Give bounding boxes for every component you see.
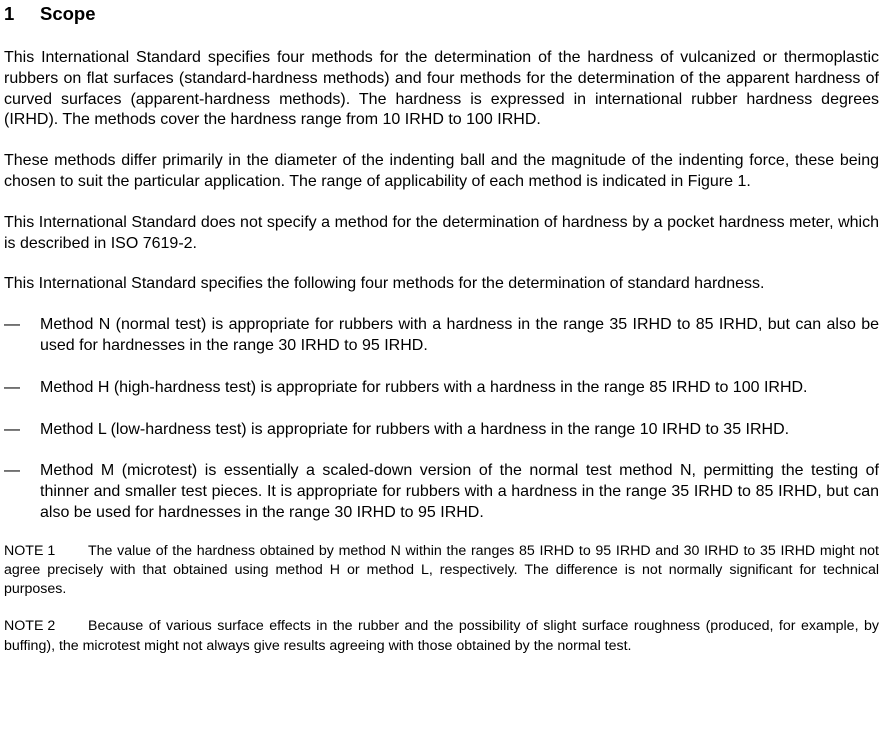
document-page xyxy=(4,0,879,656)
clause-heading xyxy=(4,0,879,28)
list-dash: — xyxy=(4,378,20,396)
scope-paragraph-2: These methods differ primarily in the diameter of the indenting ball and the magnitude of the indenting force, these being chosen to suit the particular application. The range of applicability of each method is indicated in Figure 1. xyxy=(4,152,879,190)
note-1-label: NOTE 1 xyxy=(4,542,56,559)
list-dash: — xyxy=(4,462,20,480)
list-dash: — xyxy=(4,420,20,438)
method-list-item-h xyxy=(4,378,879,399)
note-2 xyxy=(4,617,879,655)
method-n-text: Method N (normal test) is appropriate for rubbers with a hardness in the range 35 IRHD to 85 IRHD, but can also be used for hardnesses in the range 30 IRHD to 95 IRHD. xyxy=(40,316,879,354)
method-l-text: Method L (low-hardness test) is appropriate for rubbers with a hardness in the range 10 IRHD to 35 IRHD. xyxy=(40,420,790,438)
clause-number: 1 xyxy=(4,3,15,24)
method-list-item-n xyxy=(4,315,879,357)
method-list-item-m xyxy=(4,461,879,523)
scope-paragraph-1: This International Standard specifies four methods for the determination of the hardness of vulcanized or thermoplastic rubbers on flat surfaces (standard-hardness methods) and four methods for the determination of the apparent hardness of curved surfaces (apparent-hardness methods). The hardness is expressed in international rubber hardness degrees (IRHD). The methods cover the hardness range from 10 IRHD to 100 IRHD. xyxy=(4,49,879,129)
note-1 xyxy=(4,542,879,600)
note-1-text: The value of the hardness obtained by method N within the ranges 85 IRHD to 95 IRHD and 30 IRHD to 35 IRHD might not agree precisely with that obtained using method H or method L, respectively. The difference is not normally significant for technical purposes. xyxy=(4,542,879,598)
scope-paragraph-4: This International Standard specifies the following four methods for the determination of standard hardness. xyxy=(4,275,765,293)
note-2-text: Because of various surface effects in the rubber and the possibility of slight surface roughness (produced, for example, by buffing), the microtest might not always give results agreeing with those obtained by the normal test. xyxy=(4,618,879,654)
scope-paragraph-3: This International Standard does not specify a method for the determination of hardness by a pocket hardness meter, which is described in ISO 7619-2. xyxy=(4,213,879,252)
method-list-item-l xyxy=(4,420,879,441)
clause-title: Scope xyxy=(40,3,96,24)
method-m-text: Method M (microtest) is essentially a scaled-down version of the normal test method N, permitting the testing of thinner and smaller test pieces. It is appropriate for rubbers with a hardness in the range 35 IRHD to 85 IRHD, but can also be used for hardnesses in the range 30 IRHD to 95 IRHD. xyxy=(40,462,879,521)
list-dash: — xyxy=(4,316,20,334)
note-2-label: NOTE 2 xyxy=(4,618,56,635)
method-list xyxy=(4,315,879,524)
method-h-text: Method H (high-hardness test) is appropriate for rubbers with a hardness in the range 85 IRHD to 100 IRHD. xyxy=(40,378,808,396)
